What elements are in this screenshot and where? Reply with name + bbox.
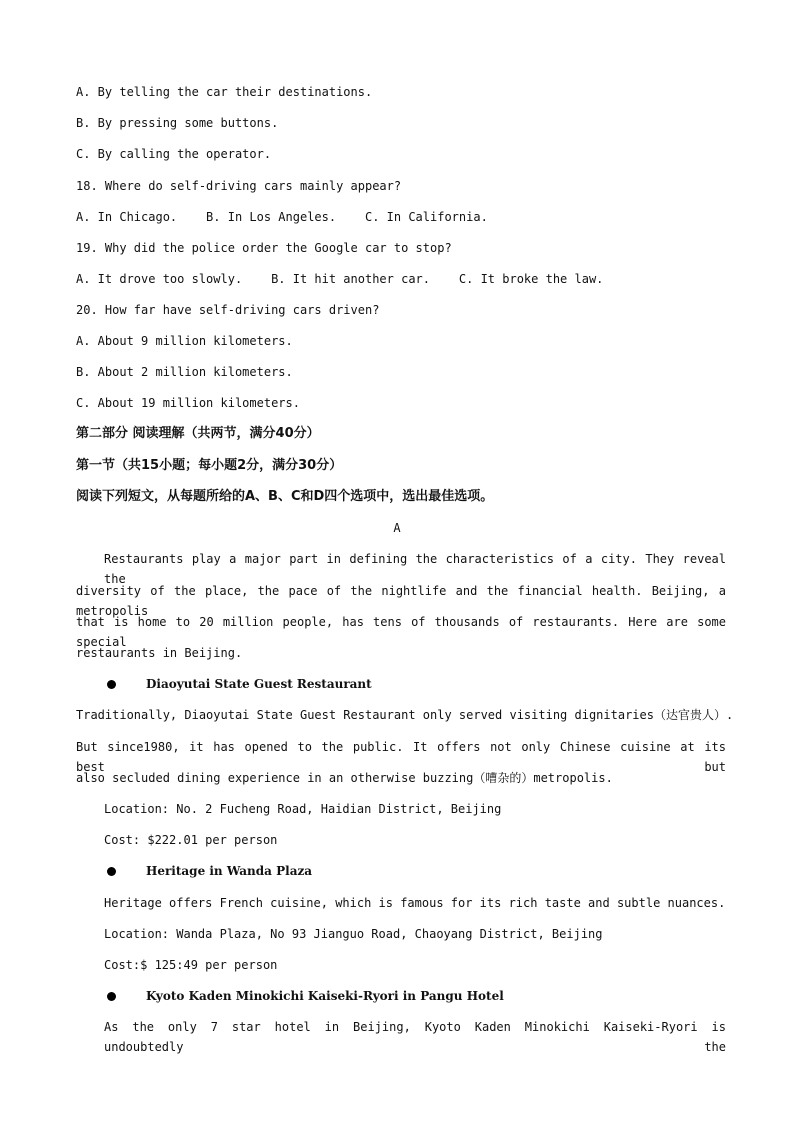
question-18: 18. Where do self-driving cars mainly appear? bbox=[76, 179, 402, 193]
instruction: 阅读下列短文，从每题所给的A、B、C和D四个选项中，选出最佳选项。 bbox=[76, 489, 494, 504]
passage-letter: A bbox=[393, 521, 401, 535]
passage-intro-line: restaurants in Beijing. bbox=[76, 646, 243, 660]
bullet-icon bbox=[107, 867, 116, 876]
q19-options: A. It drove too slowly. B. It hit another car. C. It broke the law. bbox=[76, 272, 604, 286]
question-20: 20. How far have self-driving cars driven? bbox=[76, 303, 380, 317]
q17-option-c: C. By calling the operator. bbox=[76, 147, 272, 161]
restaurant-name: Heritage in Wanda Plaza bbox=[146, 864, 313, 878]
q20-option-b: B. About 2 million kilometers. bbox=[76, 365, 293, 379]
restaurant-description-line: also secluded dining experience in an otherwise buzzing（嘈杂的）metropolis. bbox=[76, 771, 613, 785]
passage-intro-line: diversity of the place, the pace of the nightlife and the financial health. Beijing, a metropolis bbox=[76, 584, 726, 618]
bullet-icon bbox=[107, 992, 116, 1001]
q17-option-b: B. By pressing some buttons. bbox=[76, 116, 279, 130]
restaurant-description-line: Traditionally, Diaoyutai State Guest Restaurant only served visiting dignitaries（达官贵人）. bbox=[76, 708, 734, 722]
restaurant-location: Location: No. 2 Fucheng Road, Haidian District, Beijing bbox=[104, 802, 502, 816]
restaurant-name: Kyoto Kaden Minokichi Kaiseki-Ryori in Pangu Hotel bbox=[146, 989, 504, 1003]
subsection-heading: 第一节（共15小题；每小题2分，满分30分） bbox=[76, 458, 343, 473]
restaurant-location: Location: Wanda Plaza, No 93 Jianguo Road, Chaoyang District, Beijing bbox=[104, 927, 603, 941]
q18-options: A. In Chicago. B. In Los Angeles. C. In California. bbox=[76, 210, 488, 224]
bullet-icon bbox=[107, 680, 116, 689]
q17-option-a: A. By telling the car their destinations. bbox=[76, 85, 373, 99]
restaurant-name: Diaoyutai State Guest Restaurant bbox=[146, 677, 372, 691]
restaurant-cost: Cost:$ 125:49 per person bbox=[104, 958, 278, 972]
restaurant-cost: Cost: $222.01 per person bbox=[104, 833, 278, 847]
part-heading: 第二部分 阅读理解（共两节，满分40分） bbox=[76, 426, 320, 441]
q20-option-c: C. About 19 million kilometers. bbox=[76, 396, 300, 410]
restaurant-description-line: As the only 7 star hotel in Beijing, Kyoto Kaden Minokichi Kaiseki-Ryori is undoubtedly the bbox=[104, 1020, 726, 1054]
passage-intro-line: that is home to 20 million people, has tens of thousands of restaurants. Here are some special bbox=[76, 615, 726, 649]
question-19: 19. Why did the police order the Google car to stop? bbox=[76, 241, 452, 255]
passage-intro-line: Restaurants play a major part in defining the characteristics of a city. They reveal the bbox=[104, 552, 726, 586]
restaurant-description-line: But since1980, it has opened to the public. It offers not only Chinese cuisine at its best but bbox=[76, 740, 726, 774]
q20-option-a: A. About 9 million kilometers. bbox=[76, 334, 293, 348]
restaurant-description-line: Heritage offers French cuisine, which is famous for its rich taste and subtle nuances. bbox=[104, 896, 726, 910]
